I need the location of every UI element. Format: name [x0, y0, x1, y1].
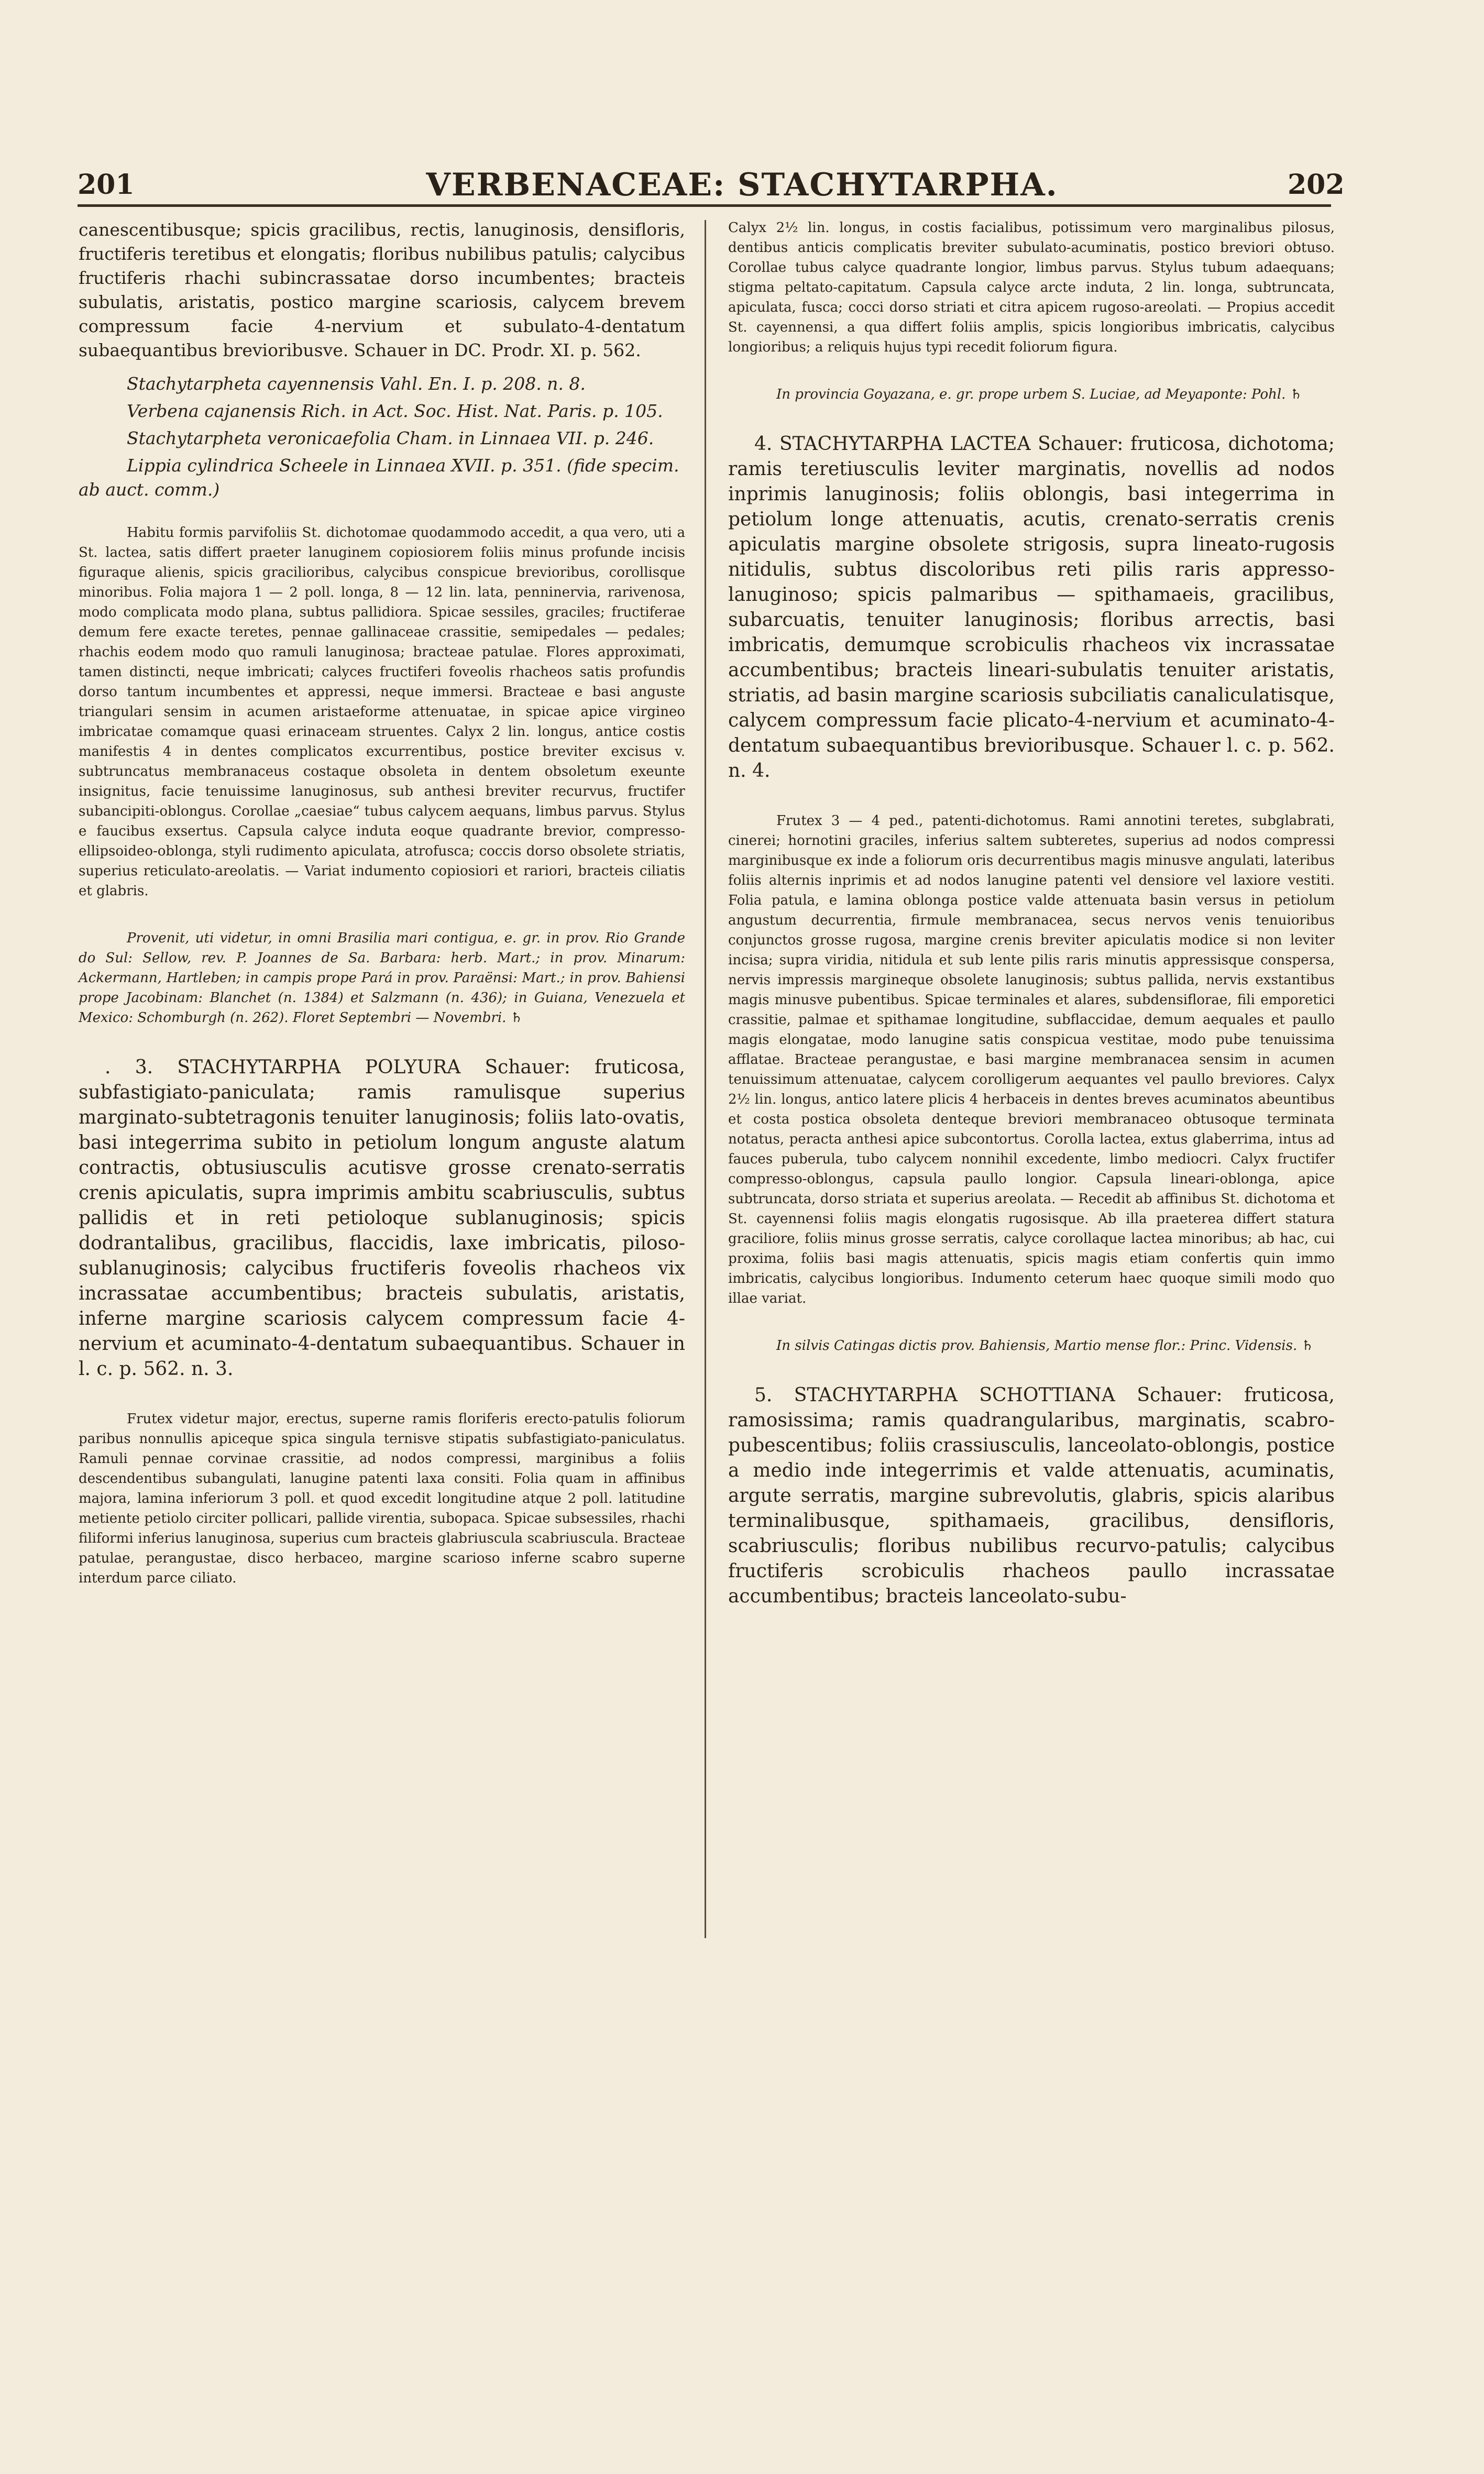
spacer — [728, 1318, 1335, 1336]
spacer — [79, 505, 685, 523]
calyx-paragraph: Calyx 2½ lin. longus, in costis facialibus, potissimum vero marginalibus pilosus, dentibus anticis complicatis breviter subulato-acuminatis, postico breviori obtuso. Corollae tubus calyce quadrante longior, limbus parvus. Stylus tubum adaequans; stigma peltato-capitatum. Capsula calyce arcte induta, 2 lin. longa, subtruncata, apiculata, fusca; cocci dorso striati et citra apicem rugoso-areolati. — Propius accedit St. cayennensi, a qua differt foliis amplis, spicis longioribus imbricatis, calycibus longioribus; a reliquis hujus typi recedit foliorum figura. — [728, 220, 1335, 355]
spacer — [79, 910, 685, 928]
running-title: VERBENACEAE: STACHYTARPHA. — [426, 167, 1058, 203]
column-divider — [705, 220, 706, 1938]
left-column — [79, 218, 685, 1598]
spacer — [79, 1037, 685, 1055]
spacer — [728, 1365, 1335, 1383]
species-3-heading: . 3. STACHYTARPHA POLYURA Schauer: fruticosa, subfastigiato-paniculata; ramis ramulisque superius marginato-subtetragonis tenuiter lanuginosis; foliis lato-ovatis, basi integerrima subito in petiolum longum anguste alatum contractis, obtusiusculis acutisve grosse crenato-serratis crenis apiculatis, supra imprimis ambitu scabriusculis, subtus pallidis et in reti petioloque sublanuginosis; spicis dodrantalibus, gracilibus, flaccidis, laxe imbricatis, piloso-sublanuginosis; calycibus fructiferis foveolis rhacheos vix incrassatae accumbentibus; bracteis subulatis, aristatis, inferne margine scariosis calycem compressum facie 4-nervium et acuminato-4-dentatum subaequantibus. Schauer in l. c. p. 562. n. 3. — [79, 1057, 685, 1380]
locality-goyaz: In provincia Goyazana, e. gr. prope urbem S. Luciae, ad Meyaponte: Pohl. ♄ — [776, 387, 1303, 402]
spacer — [728, 367, 1335, 384]
right-column — [728, 218, 1335, 1619]
synonym-2: Verbena cajanensis Rich. in Act. Soc. Hist. Nat. Paris. p. 105. — [127, 401, 663, 421]
synonym-4: Lippia cylindrica Scheele in Linnaea XVII. p. 351. (fide specim. ab auct. comm.) — [79, 455, 679, 500]
species-4-description: Frutex 3 — 4 ped., patenti-dichotomus. Rami annotini teretes, subglabrati, cinerei; hornotini graciles, inferius saltem subteretes, superius ad nodos compressi marginibusque ex inde a foliorum oris decurrentibus magis minusve angulati, lateribus foliis alternis inprimis et ad nodos lanugine patenti vel densiore vel laxiore vestiti. Folia patula, e lamina oblonga postice valde attenuata basin versus in petiolum angustum decurrentia, firmule membranacea, secus nervos venis tenuioribus conjunctos grosse rugosa, margine crenis breviter apiculatis modice si non leviter incisa; supra viridia, nitidula et sub lente pilis raris minutis appressisque conspersa, nervis impressis margineque obsolete lanuginosis; subtus pallida, nervis exstantibus magis minusve pubentibus. Spicae terminales et alares, subdensiflorae, fili emporetici crassitie, palmae et spithamae longitudine, subflaccidae, demum aequales et paullo magis elongatae, modo lanugine satis conspicua vestitae, modo pube tenuissima afflatae. Bracteae perangustae, e basi margine membranacea sensim in acumen tenuissimum attenuatae, calycem corolligerum aequantes vel paullo breviores. Calyx 2½ lin. longus, antico latere plicis 4 herbaceis in dentes breves acuminatos abeuntibus et costa postica obsoleta denteque breviori membranaceo obtusoque terminata notatus, peracta anthesi apice subcontortus. Corolla lactea, extus glaberrima, intus ad fauces puberula, tubo calycem nonnihil excedente, limbo mediocri. Calyx fructifer compresso-oblongus, capsula paullo longior. Capsula lineari-oblonga, apice subtruncata, dorso striata et superius areolata. — Recedit ab affinibus St. dichotoma et St. cayennensi foliis magis elongatis rugosisque. Ab illa praeterea differt statura graciliore, foliis minus grosse serratis, calyce corollaque lactea minoribus; ab hac, cui proxima, foliis basi magis attenuatis, spicis magis etiam confertis quin immo imbricatis, calycibus longioribus. Indumento ceterum haec quoque simili modo quo illae variat. — [728, 813, 1335, 1306]
header-rule — [78, 204, 1331, 207]
diagnosis-continued: canescentibusque; spicis gracilibus, rectis, lanuginosis, densifloris, fructiferis teretibus et elongatis; floribus nubilibus patulis; calycibus fructiferis rhachi subincrassatae dorso incumbentes; bracteis subulatis, aristatis, postico margine scariosis, calycem brevem compressum facie 4-nervium et subulato-4-dentatum subaequantibus brevioribusve. Schauer in DC. Prodr. XI. p. 562. — [79, 219, 685, 360]
locality-paragraph: Provenit, uti videtur, in omni Brasilia mari contigua, e. gr. in prov. Rio Grande do Sul: Sellow, rev. P. Joannes de Sa. Barbara: herb. Mart.; in prov. Minarum: Ackermann, Hartleben; in campis prope Pará in prov. Paraënsi: Mart.; in prov. Bahiensi prope Jacobinam: Blanchet (n. 1384) et Salzmann (n. 436); in Guiana, Venezuela et Mexico: Schomburgh (n. 262). Floret Septembri — Novembri. ♄ — [79, 930, 685, 1026]
species-3-description: Frutex videtur major, erectus, superne ramis floriferis erecto-patulis foliorum paribus nonnullis apiceque spica singula ternisve stipatis subfastigiato-paniculatus. Ramuli pennae corvinae crassitie, ad nodos compressi, marginibus a foliis descendentibus subangulati, lanugine patenti laxa consiti. Folia quam in affinibus majora, lamina inferiorum 3 poll. et quod excedit longitudine atque 2 poll. latitudine metiente petiolo circiter pollicari, pallide virentia, subopaca. Spicae subsessiles, rhachi filiformi inferius lanuginosa, superius cum bracteis glabriuscula scabriuscula. Bracteae patulae, perangustae, disco herbaceo, margine scarioso inferne scabro superne interdum parce ciliato. — [79, 1411, 685, 1586]
page-number-right: 202 — [1288, 169, 1345, 201]
locality-bahia: In silvis Catingas dictis prov. Bahiensis, Martio mense flor.: Princ. Vidensis. ♄ — [776, 1338, 1314, 1354]
spacer — [79, 1391, 685, 1409]
synonym-3: Stachytarpheta veronicaefolia Cham. in Linnaea VII. p. 246. — [127, 428, 654, 448]
synonym-1: Stachytarpheta cayennensis Vahl. En. I. p. 208. n. 8. — [127, 373, 586, 394]
description-paragraph: Habitu formis parvifoliis St. dichotomae quodammodo accedit, a qua vero, uti a St. lactea, satis differt praeter lanuginem copiosiorem foliis minus profunde incisis figuraque alienis, spicis gracilioribus, calycibus conspicue brevioribus, corollisque minoribus. Folia majora 1 — 2 poll. longa, 8 — 12 lin. lata, penninervia, rarivenosa, modo complicata modo plana, subtus pallidiora. Spicae sessiles, graciles; fructiferae demum fere exacte teretes, pennae gallinaceae crassitie, semipedales — pedales; rhachis eodem modo quo ramuli lanuginosa; bracteae patulae. Flores approximati, tamen distincti, neque imbricati; calyces fructiferi foveolis rhacheos satis profundis dorso tantum incumbentes et appressi, neque immersi. Bracteae e basi anguste triangulari sensim in acumen aristaeforme attenuatae, in spicae apice virgineo imbricatae comamque quasi erinaceam struentes. Calyx 2 lin. longus, antice costis manifestis 4 in dentes complicatos excurrentibus, postice breviter excisus v. subtruncatus membranaceus costaque obsoleta in dentem obsoletum exeunte insignitus, facie tenuissime lanuginosus, sub anthesi breviter recurvus, fructifer subancipiti-oblongus. Corollae „caesiae“ tubus calycem aequans, limbus parvus. Stylus e faucibus exsertus. Capsula calyce induta eoque quadrante brevior, compresso-ellipsoideo-oblonga, styli rudimento apiculata, atrofusca; coccis dorso obsolete striatis, superius reticulato-areolatis. — Variat indumento copiosiori et rariori, bracteis ciliatis et glabris. — [79, 525, 685, 899]
species-5-heading: 5. STACHYTARPHA SCHOTTIANA Schauer: fruticosa, ramosissima; ramis quadrangularibus, marginatis, scabro-pubescentibus; foliis crassiusculis, lanceolato-oblongis, postice a medio inde integerrimis et valde attenuatis, acuminatis, argute serratis, margine subrevolutis, glabris, spicis alaribus terminalibusque, spithamaeis, gracilibus, densifloris, scabriusculis; floribus nubilibus recurvo-patulis; calycibus fructiferis scrobiculis rhacheos paullo incrassatae accumbentibus; bracteis lanceolato-subu- — [728, 1384, 1335, 1607]
spacer — [728, 414, 1335, 432]
species-4-heading: 4. STACHYTARPHA LACTEA Schauer: fruticosa, dichotoma; ramis teretiusculis leviter marginatis, novellis ad nodos inprimis lanuginosis; foliis oblongis, basi integerrima in petiolum longe attenuatis, acutis, crenato-serratis crenis apiculatis margine obsolete strigosis, supra lineato-rugosis nitidulis, subtus discoloribus reti pilis raris appresso-lanuginoso; spicis palmaribus — spithamaeis, gracilibus, subarcuatis, tenuiter lanuginosis; floribus arrectis, basi imbricatis, demumque scrobiculis rhacheos vix incrassatae accumbentibus; bracteis lineari-subulatis tenuiter aristatis, striatis, ad basin margine scariosis subciliatis canaliculatisque, calycem compressum facie plicato-4-nervium et acuminato-4-dentatum subaequantibus brevioribusque. Schauer l. c. p. 562. n. 4. — [728, 433, 1335, 782]
page-number-left: 201 — [78, 169, 135, 201]
spacer — [728, 793, 1335, 811]
